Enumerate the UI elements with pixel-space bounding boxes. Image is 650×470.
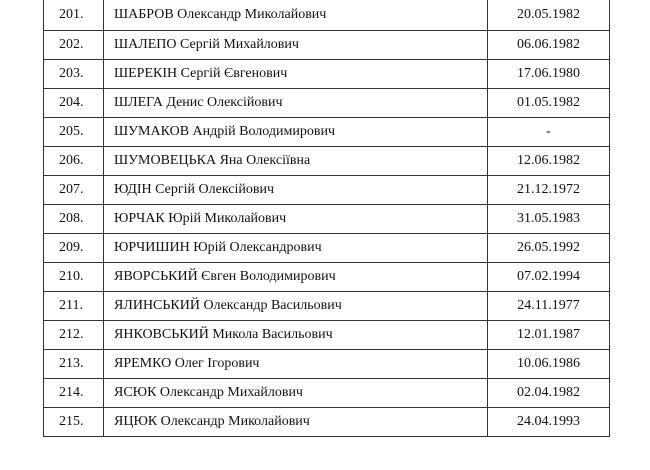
person-name: ЮРЧАК Юрій Миколайович [104, 205, 488, 234]
person-name: ЮДІН Сергій Олексійович [104, 176, 488, 205]
row-number: 215. [44, 408, 104, 437]
person-name: ШАБРОВ Олександр Миколайович [104, 0, 488, 31]
row-number: 211. [44, 292, 104, 321]
table-row [44, 379, 610, 408]
person-name: ЯВОРСЬКИЙ Євген Володимирович [104, 263, 488, 292]
person-name: ЯСЮК Олександр Михайлович [104, 379, 488, 408]
table-row [44, 0, 610, 31]
birth-date: 17.06.1980 [488, 60, 610, 89]
birth-date: 02.04.1982 [488, 379, 610, 408]
row-number: 202. [44, 31, 104, 60]
birth-date: 01.05.1982 [488, 89, 610, 118]
row-number: 204. [44, 89, 104, 118]
table-row [44, 234, 610, 263]
table-row [44, 263, 610, 292]
birth-date: 24.04.1993 [488, 408, 610, 437]
birth-date: 20.05.1982 [488, 0, 610, 31]
person-name: ШУМОВЕЦЬКА Яна Олексіївна [104, 147, 488, 176]
row-number: 210. [44, 263, 104, 292]
row-number: 208. [44, 205, 104, 234]
birth-date: 07.02.1994 [488, 263, 610, 292]
row-number: 213. [44, 350, 104, 379]
birth-date: 12.01.1987 [488, 321, 610, 350]
document-table-container [43, 0, 608, 437]
row-number: 201. [44, 0, 104, 31]
row-number: 209. [44, 234, 104, 263]
row-number: 205. [44, 118, 104, 147]
table-row [44, 408, 610, 437]
table-row [44, 205, 610, 234]
table-row [44, 147, 610, 176]
table-row [44, 31, 610, 60]
person-name: ШЛЕГА Денис Олексійович [104, 89, 488, 118]
person-name: ЯЦЮК Олександр Миколайович [104, 408, 488, 437]
row-number: 214. [44, 379, 104, 408]
row-number: 203. [44, 60, 104, 89]
table-row [44, 176, 610, 205]
row-number: 212. [44, 321, 104, 350]
birth-date: 21.12.1972 [488, 176, 610, 205]
person-name: ЯНКОВСЬКИЙ Микола Васильович [104, 321, 488, 350]
person-list-table [43, 0, 610, 437]
person-name: ЯРЕМКО Олег Ігорович [104, 350, 488, 379]
row-number: 207. [44, 176, 104, 205]
birth-date: 24.11.1977 [488, 292, 610, 321]
table-row [44, 292, 610, 321]
birth-date: - [488, 118, 610, 147]
birth-date: 26.05.1992 [488, 234, 610, 263]
table-row [44, 321, 610, 350]
table-row [44, 60, 610, 89]
person-name: ЮРЧИШИН Юрій Олександрович [104, 234, 488, 263]
table-row [44, 118, 610, 147]
person-name: ЯЛИНСЬКИЙ Олександр Васильович [104, 292, 488, 321]
table-row [44, 350, 610, 379]
person-name: ШАЛЕПО Сергій Михайлович [104, 31, 488, 60]
row-number: 206. [44, 147, 104, 176]
birth-date: 06.06.1982 [488, 31, 610, 60]
person-name: ШУМАКОВ Андрій Володимирович [104, 118, 488, 147]
birth-date: 12.06.1982 [488, 147, 610, 176]
table-row [44, 89, 610, 118]
birth-date: 31.05.1983 [488, 205, 610, 234]
birth-date: 10.06.1986 [488, 350, 610, 379]
person-name: ШЕРЕКІН Сергій Євгенович [104, 60, 488, 89]
